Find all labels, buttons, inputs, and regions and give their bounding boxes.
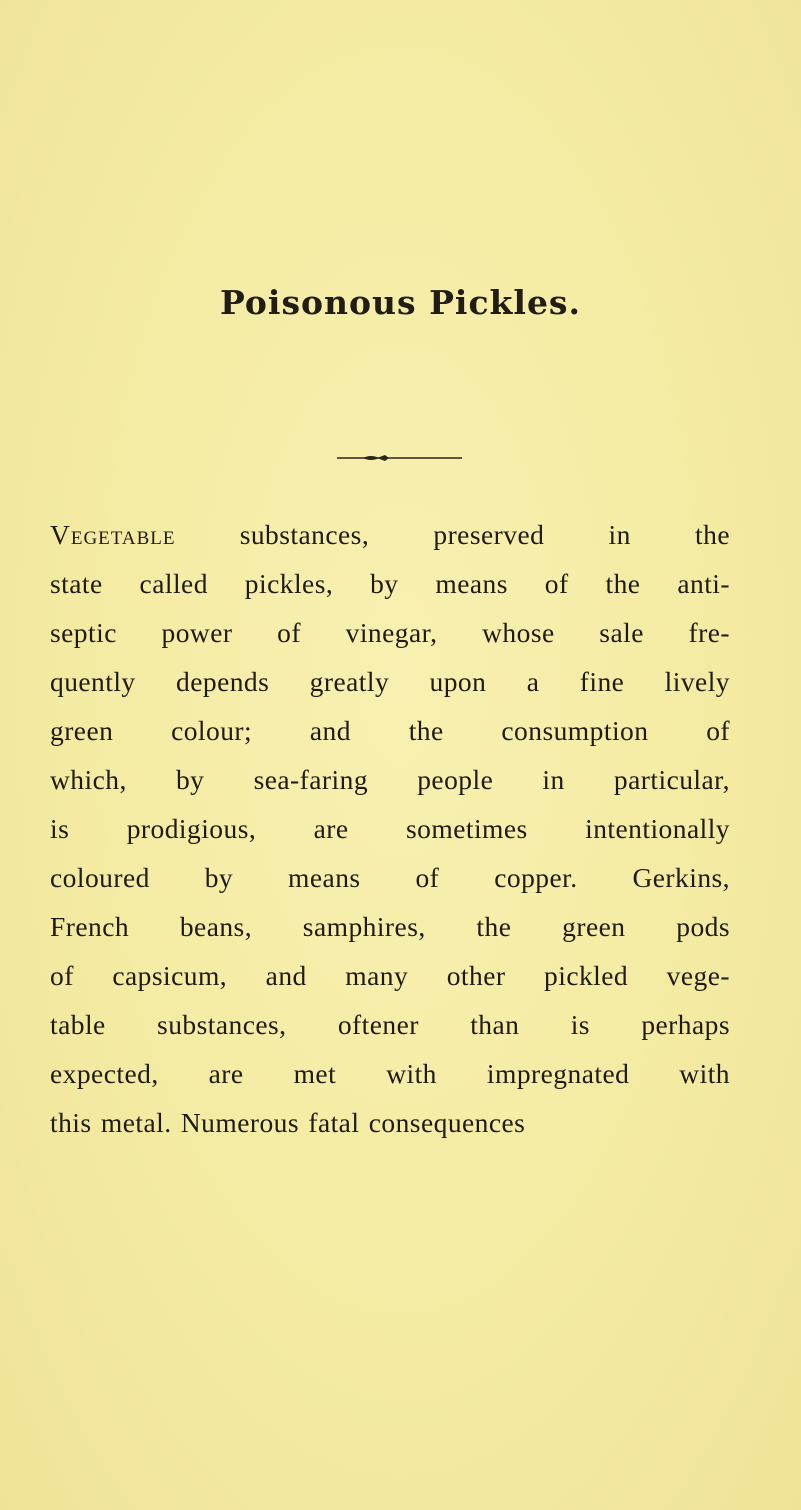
ornamental-rule — [337, 451, 462, 465]
text-line-1-rest: substances, preserved in the — [175, 519, 730, 550]
text-line-10: of capsicum, and many other pickled vege- — [50, 960, 730, 991]
lead-word: Vegetable — [50, 519, 176, 550]
text-line-6: which, by sea-faring people in particular, — [50, 764, 730, 795]
text-line-11: table substances, oftener than is perhaps — [50, 1009, 730, 1040]
text-line-9: French beans, samphires, the green pods — [50, 911, 730, 942]
text-line-8: coloured by means of copper. Gerkins, — [50, 862, 730, 893]
text-line-3: septic power of vinegar, whose sale fre- — [50, 617, 730, 648]
section-heading: Poisonous Pickles. — [219, 283, 582, 322]
text-line-5: green colour; and the consumption of — [50, 715, 730, 746]
text-line-7: is prodigious, are sometimes intentionally — [50, 813, 730, 844]
text-line-2: state called pickles, by means of the anti- — [50, 568, 730, 599]
body-paragraph — [50, 510, 730, 1147]
text-line-1 — [50, 510, 730, 559]
text-line-4: quently depends greatly upon a fine lively — [50, 666, 730, 697]
text-line-12: expected, are met with impregnated with — [50, 1058, 730, 1089]
text-line-13: this metal. Numerous fatal consequences — [50, 1107, 526, 1138]
